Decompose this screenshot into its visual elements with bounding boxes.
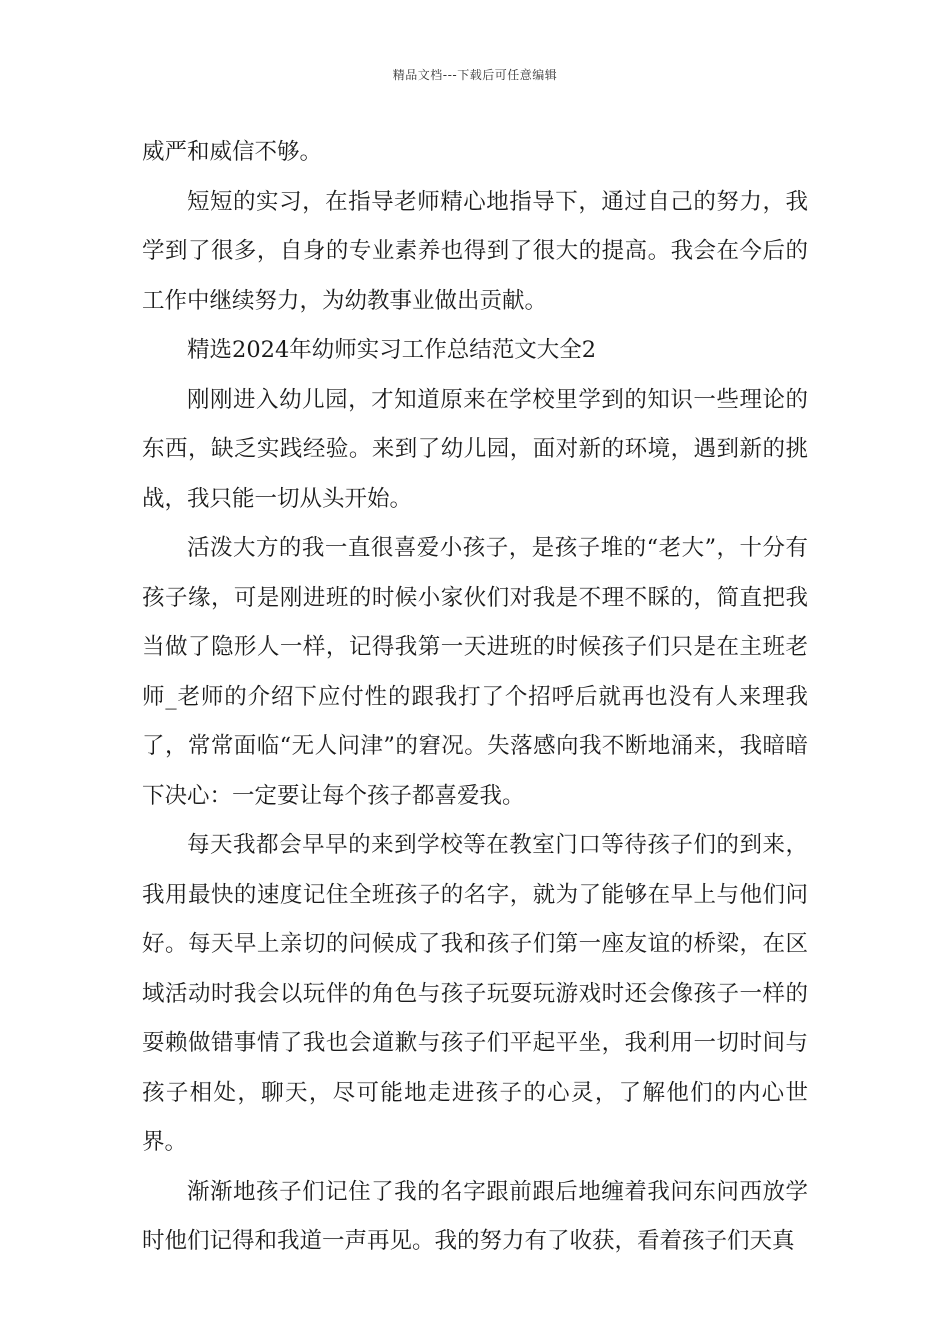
paragraph-6: 渐渐地孩子们记住了我的名字跟前跟后地缠着我问东问西放学时他们记得和我道一声再见。我的努力有了收获，看着孩子们天真 [142,1178,808,1254]
paragraph-2: 短短的实习，在指导老师精心地指导下，通过自己的努力，我学到了很多，自身的专业素养也得到了很大的提高。我会在今后的工作中继续努力，为幼教事业做出贡献。 [142,188,808,314]
page-header: 精品文档---下载后可任意编辑 [392,68,558,82]
document-body [142,128,808,1267]
paragraph-5: 每天我都会早早的来到学校等在教室门口等待孩子们的到来，我用最快的速度记住全班孩子的名字，就为了能够在早上与他们问好。每天早上亲切的问候成了我和孩子们第一座友谊的桥梁，在区域活动时我会以玩伴的角色与孩子玩耍玩游戏时还会像孩子一样的耍赖做错事情了我也会道歉与孩子们平起平坐，我利用一切时间与孩子相处，聊天，尽可能地走进孩子的心灵，了解他们的内心世界。 [142,832,808,1155]
paragraph-4: 活泼大方的我一直很喜爱小孩子，是孩子堆的“老大”，十分有孩子缘，可是刚进班的时候小家伙们对我是不理不睬的，简直把我当做了隐形人一样，记得我第一天进班的时候孩子们只是在主班老师_老师的介绍下应付性的跟我打了个招呼后就再也没有人来理我了，常常面临“无人问津”的窘况。失落感向我不断地涌来，我暗暗下决心：一定要让每个孩子都喜爱我。 [142,535,808,809]
paragraph-3: 刚刚进入幼儿园，才知道原来在学校里学到的知识一些理论的东西，缺乏实践经验。来到了幼儿园，面对新的环境，遇到新的挑战，我只能一切从头开始。 [142,386,808,512]
section-heading: 精选2024年幼师实习工作总结范文大全2 [187,337,597,363]
paragraph-1: 威严和威信不够。 [142,139,323,165]
